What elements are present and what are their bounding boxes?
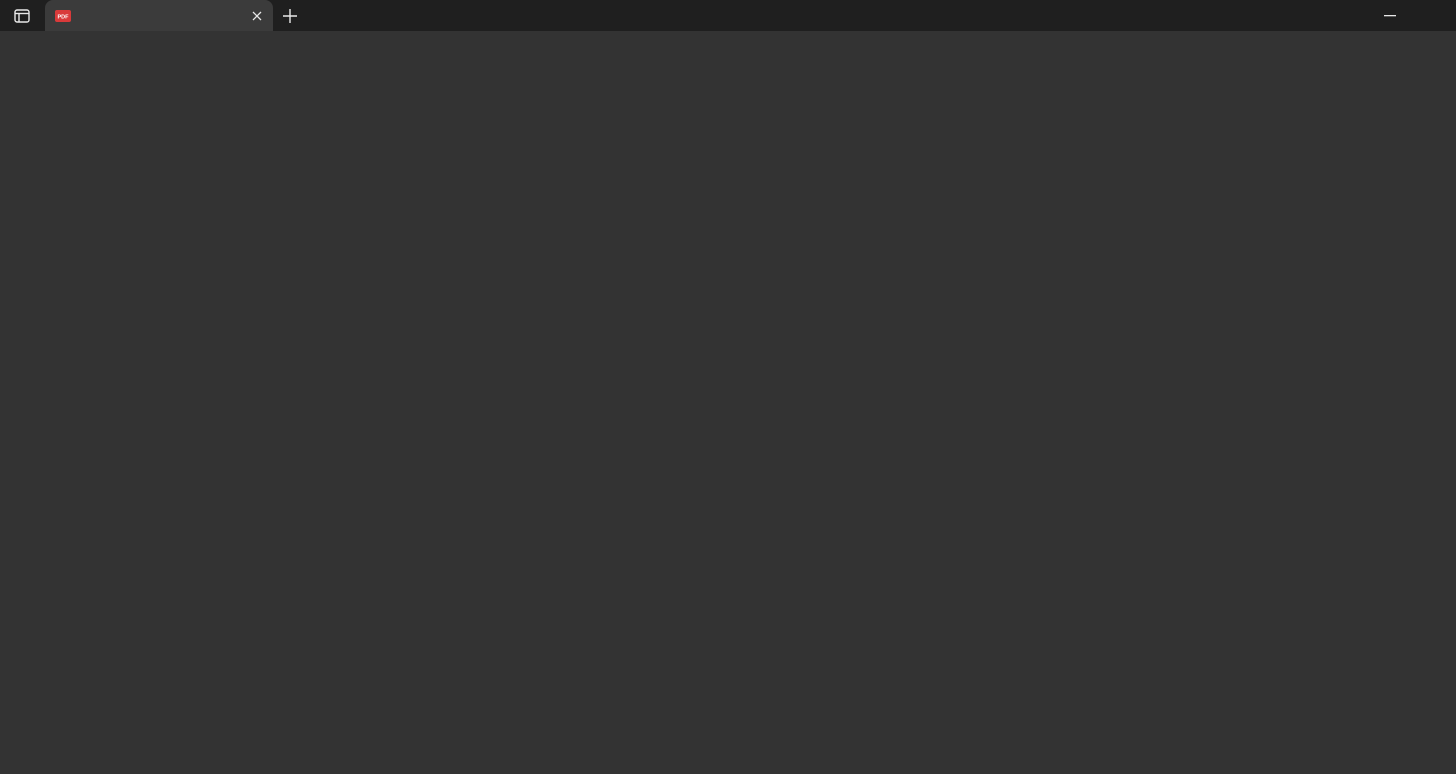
title-bar <box>0 0 1456 31</box>
tab-actions-button[interactable] <box>8 6 36 26</box>
svg-text:PDF: PDF <box>57 14 69 20</box>
new-tab-button[interactable] <box>279 5 301 27</box>
spacer <box>1367 0 1413 31</box>
browser-tab[interactable] <box>45 0 273 31</box>
plus-icon <box>283 9 297 23</box>
pdf-icon <box>55 9 71 23</box>
tab-actions-icon <box>14 9 30 23</box>
close-icon <box>252 11 262 21</box>
close-tab-button[interactable] <box>247 6 267 26</box>
